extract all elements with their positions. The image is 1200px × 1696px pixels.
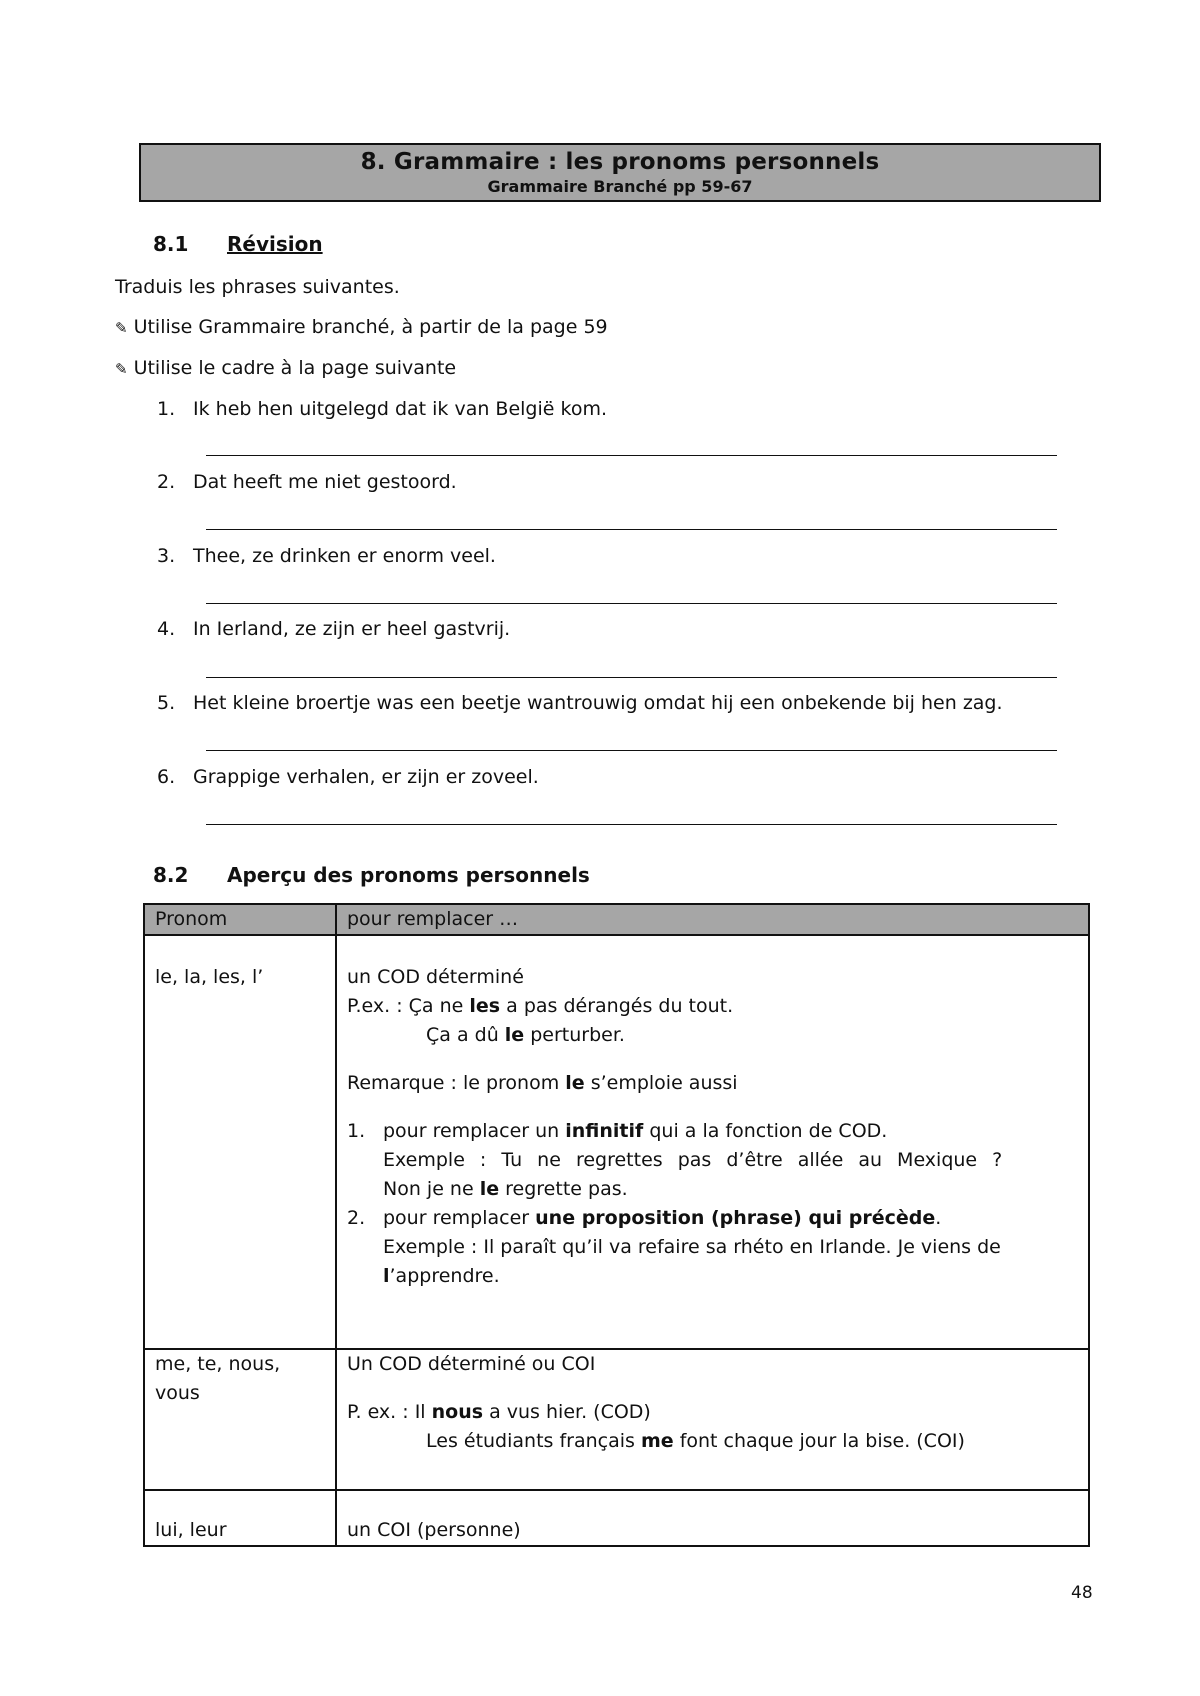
answer-line[interactable] [206, 529, 1057, 530]
usage-cell [336, 935, 1089, 1349]
section-title: Révision [227, 232, 323, 256]
item-number: 4. [157, 618, 176, 640]
item-number: 5. [157, 692, 176, 714]
usage-text: Un COD déterminé ou COI [347, 1353, 596, 1375]
item-text: Dat heeft me niet gestoord. [193, 471, 457, 493]
answer-line[interactable] [206, 750, 1057, 751]
pronoun-cell [144, 935, 336, 1349]
section-8-1-heading [153, 232, 323, 256]
pronoun-cell [144, 1349, 336, 1490]
exercise-item [157, 618, 510, 640]
header-usage: pour remplacer … [336, 904, 1089, 935]
section-number: 8.2 [153, 863, 189, 887]
exercise-item [157, 766, 539, 788]
exercise-item [157, 545, 496, 567]
chapter-subtitle: Grammaire Branché pp 59-67 [487, 177, 753, 196]
section-8-2-heading [153, 863, 590, 887]
pronoun-text: le, la, les, l’ [155, 966, 264, 988]
table-row [144, 935, 1089, 1349]
list-item: 2. pour remplacer une proposition (phrase) qui précède. Exemple : Il paraît qu’il va refaire sa rhéto en Irlande. Je viens de l’apprendre. [347, 1204, 1078, 1291]
item-text: Het kleine broertje was een beetje wantrouwig omdat hij een onbekende bij hen zag. [193, 692, 1003, 714]
example-line: P. ex. : Il nous a vus hier. (COD) [347, 1401, 651, 1423]
usage-text: un COD déterminé [347, 966, 524, 988]
example-line: Les étudiants français me font chaque jour la bise. (COI) [426, 1430, 965, 1452]
pointing-hand-icon: ✎ [115, 319, 128, 337]
table-header-row [144, 904, 1089, 935]
item-number: 3. [157, 545, 176, 567]
item-number: 1. [157, 398, 176, 420]
example-line: P.ex. : Ça ne les a pas dérangés du tout. [347, 995, 734, 1017]
exercise-item [157, 471, 457, 493]
tip-text: Utilise le cadre à la page suivante [133, 357, 457, 379]
chapter-title: 8. Grammaire : les pronoms personnels [360, 149, 880, 175]
item-text: Thee, ze drinken er enorm veel. [193, 545, 496, 567]
instruction: Traduis les phrases suivantes. [115, 276, 400, 298]
chapter-title-box [139, 143, 1101, 202]
item-text: Ik heb hen uitgelegd dat ik van België kom. [193, 398, 607, 420]
tip-text: Utilise Grammaire branché, à partir de la page 59 [133, 316, 608, 338]
page-number: 48 [1071, 1583, 1093, 1603]
table-row [144, 1490, 1089, 1546]
item-number: 6. [157, 766, 176, 788]
exercise-item [157, 398, 607, 420]
section-number: 8.1 [153, 232, 189, 256]
answer-line[interactable] [206, 677, 1057, 678]
answer-line[interactable] [206, 824, 1057, 825]
pronoun-text: lui, leur [155, 1519, 227, 1541]
item-text: In Ierland, ze zijn er heel gastvrij. [193, 618, 511, 640]
example-line: Non je ne le regrette pas. [383, 1178, 628, 1200]
pronoun-table [143, 903, 1090, 1547]
list-item: 1. pour remplacer un infinitif qui a la fonction de COD. Exemple : Tu ne regrettes pas d’être allée au Mexique ? Non je ne le regrette pas. [347, 1117, 1078, 1204]
usage-cell [336, 1490, 1089, 1546]
exercise-item [157, 692, 1003, 714]
remark-line: Remarque : le pronom le s’emploie aussi [347, 1072, 738, 1094]
example-line: l’apprendre. [383, 1265, 500, 1287]
item-text: Grappige verhalen, er zijn er zoveel. [193, 766, 539, 788]
example-line: Ça a dû le perturber. [426, 1024, 625, 1046]
answer-line[interactable] [206, 455, 1057, 456]
usage-cell [336, 1349, 1089, 1490]
usage-text: un COI (personne) [347, 1519, 521, 1541]
section-title: Aperçu des pronoms personnels [227, 863, 590, 887]
header-pronom: Pronom [144, 904, 336, 935]
pronoun-text: me, te, nous, vous [155, 1353, 281, 1404]
answer-line[interactable] [206, 603, 1057, 604]
table-row [144, 1349, 1089, 1490]
pronoun-cell [144, 1490, 336, 1546]
tip-1 [115, 316, 608, 338]
example-line: Exemple : Il paraît qu’il va refaire sa rhéto en Irlande. Je viens de [383, 1236, 1001, 1258]
example-line: Exemple : Tu ne regrettes pas d’être allée au Mexique ? [383, 1149, 1003, 1171]
pointing-hand-icon: ✎ [115, 360, 128, 378]
tip-2 [115, 357, 456, 379]
item-number: 2. [157, 471, 176, 493]
